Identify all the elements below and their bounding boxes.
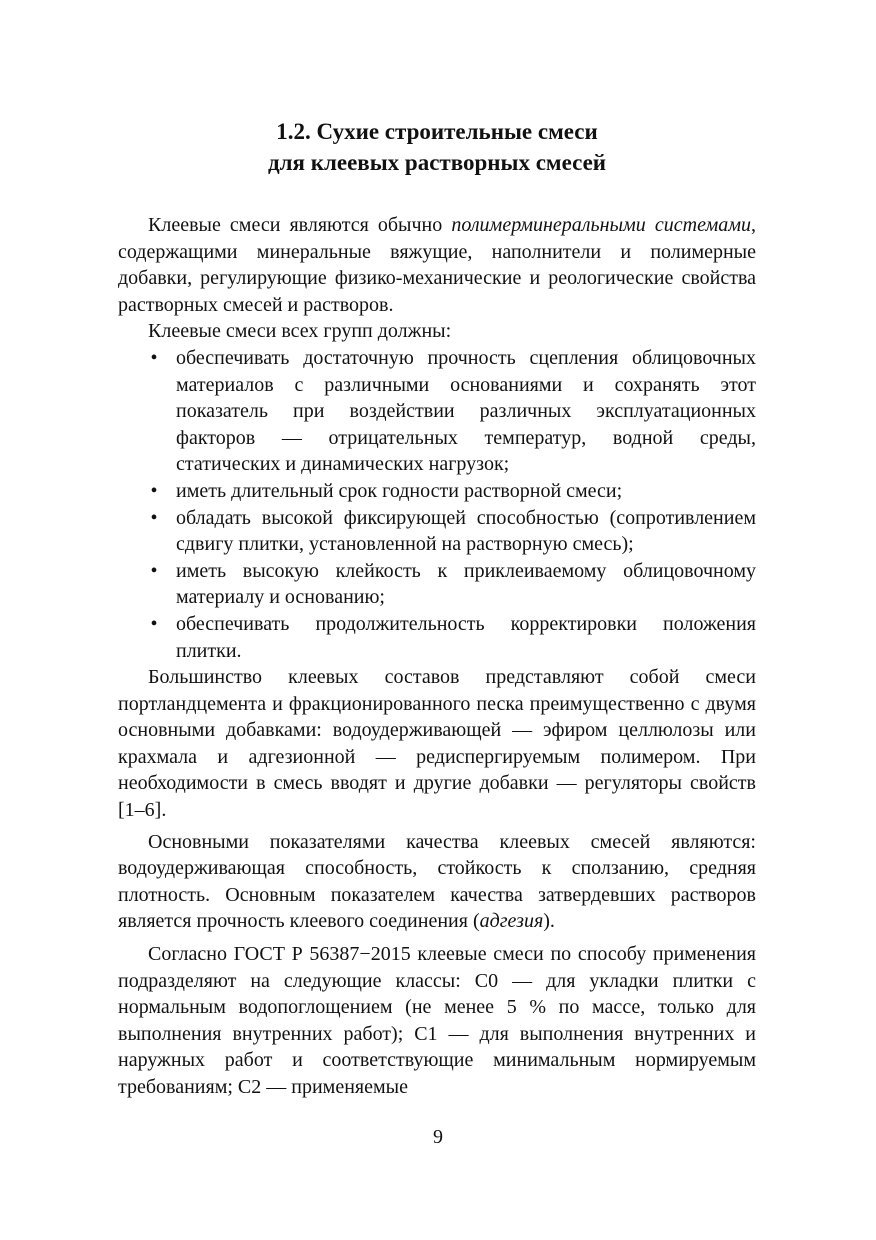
section-title (118, 116, 756, 178)
list-item (118, 505, 756, 558)
list-item (118, 478, 756, 505)
list-item-text: иметь длительный срок годности растворной смеси; (176, 479, 623, 502)
list-item-text: обеспечивать достаточную прочность сцепления облицовочных материалов с различными основаниями и сохранять этот показатель при воздействии различных эксплуатационных факторов — отрицательных температур, водной среды, статических и динамических нагрузок; (176, 346, 756, 476)
paragraph-intro-text-b: , содержащими минеральные вяжущие, наполнители и полимерные добавки, регулирующие физико-механические и реологические свойства растворных смесей и растворов. (118, 214, 756, 316)
paragraph-intro-text-a: Клеевые смеси являются обычно (148, 214, 452, 236)
bullet-icon: • (150, 506, 158, 529)
emphasis-adhesion: адгезия (479, 910, 544, 933)
requirements-list (118, 345, 756, 664)
bullet-icon: • (150, 612, 158, 635)
bullet-icon: • (150, 559, 158, 582)
paragraph-quality-text-a: Основными показателями качества клеевых смесей являются: водоудерживающая способность, стойкость к сползанию, средняя плотность. Основным показателем качества затвердевших растворов является прочность клеевого соединения ( (118, 830, 756, 933)
emphasis-polymer-mineral: полимерминеральными системами (451, 214, 751, 236)
page-content (118, 112, 756, 1101)
section-title-line-2: для клеевых растворных смесей (267, 150, 607, 175)
list-item-text: обеспечивать продолжительность корректировки положения плитки. (176, 612, 756, 662)
paragraph-intro (118, 212, 756, 318)
paragraph-quality-text-b: ). (543, 910, 555, 933)
list-item-text: обладать высокой фиксирующей способностью (сопротивлением сдвигу плитки, установленной на растворную смесь); (176, 506, 756, 556)
list-item-text: иметь высокую клейкость к приклеиваемому облицовочному материалу и основанию; (176, 559, 756, 609)
bullet-icon: • (150, 346, 158, 369)
list-item (118, 345, 756, 478)
bullet-icon: • (150, 479, 158, 502)
paragraph-gost-classes: Согласно ГОСТ Р 56387−2015 клеевые смеси по способу применения подразделяют на следующие классы: С0 — для укладки плитки с нормальным водопоглощением (не менее 5 % по массе, только для выполнения внутренних работ); С1 — для выполнения внутренних и наружных работ и соответствующие минимальным нормируемым требованиям; С2 — применяемые (118, 943, 756, 1098)
page-number: 9 (433, 1126, 443, 1148)
list-item (118, 558, 756, 611)
list-item (118, 611, 756, 664)
section-title-line-1: 1.2. Сухие строительные смеси (276, 119, 598, 144)
paragraph-composition: Большинство клеевых составов представляют собой смеси портландцемента и фракционированного песка преимущественно с двумя основными добавками: водоудерживающей — эфиром целлюлозы или крахмала и адгезионной — редиспергируемым полимером. При необходимости в смесь вводят и другие добавки — регуляторы свойств [1–6]. (118, 666, 756, 822)
paragraph-requirements-lead: Клеевые смеси всех групп должны: (148, 320, 452, 343)
paragraph-quality-indicators (118, 829, 756, 935)
